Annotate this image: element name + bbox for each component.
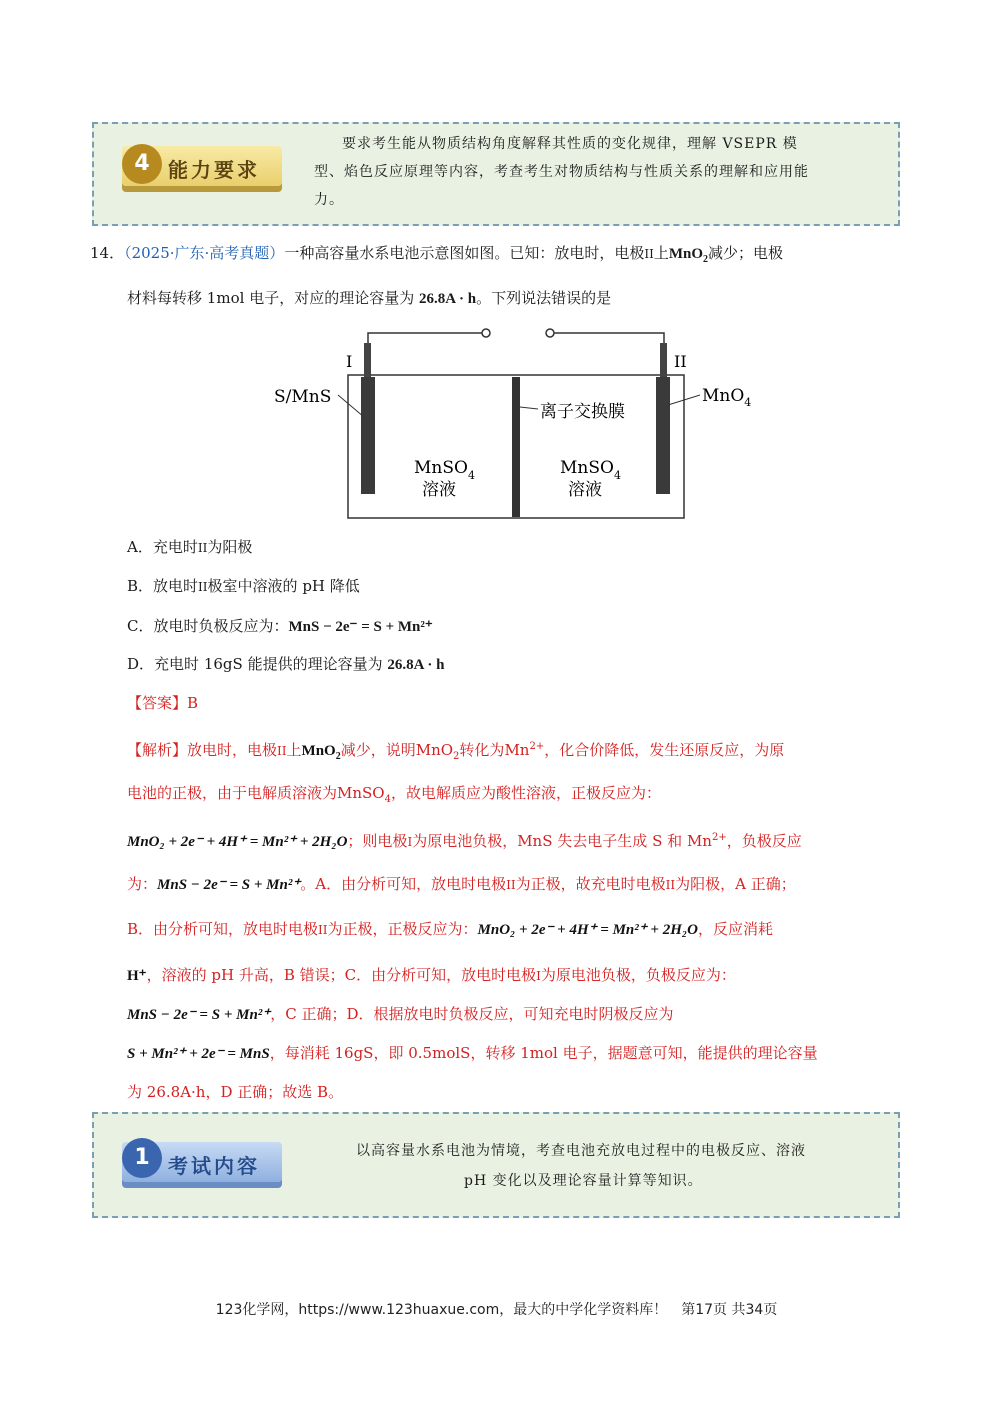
label-mno2: [702, 386, 751, 409]
answer-value: B: [187, 694, 199, 712]
opt-text: 极室中溶液的: [207, 577, 298, 595]
leader-left: [338, 395, 364, 417]
an-text: 电池的正极，由于电解质溶液为: [127, 784, 338, 802]
opt-text: D．充电时: [127, 655, 200, 673]
label-right-solution-2: 溶液: [568, 480, 602, 500]
analysis-tag: 【解析】: [127, 741, 188, 759]
label-mno2-main: MnO: [702, 386, 745, 406]
question-line-1: [90, 242, 783, 271]
an-equation: MnS − 2e⁻ = S + Mn²⁺: [127, 1007, 271, 1023]
an-text: 为：: [127, 875, 158, 893]
option-c: [127, 615, 433, 638]
an-equation: MnS − 2e⁻ = S + Mn²⁺: [157, 877, 301, 893]
an-roman: I: [407, 835, 413, 849]
an-roman: II: [318, 923, 328, 937]
opt-text: B．放电时: [127, 577, 199, 595]
left-sol-sub: 4: [467, 469, 475, 482]
analysis-line-6: [127, 964, 736, 987]
an-text: Mn: [686, 832, 712, 850]
an-text: ，故电解质应为酸性溶液，正极反应为：: [390, 784, 661, 802]
an-text: 为原电池负极，负极反应为：: [540, 966, 736, 984]
option-b: [127, 575, 360, 598]
opt-roman: II: [197, 541, 208, 555]
opt-text: 能提供的理论容量为: [247, 655, 383, 673]
an-text: B．由分析可知，放电时电极: [127, 920, 319, 938]
an-ion: H⁺: [127, 968, 147, 984]
electrode-rod-left: [364, 343, 371, 377]
an-equation: MnO₂ + 2e⁻ + 4H⁺ = Mn²⁺ + 2H₂O: [477, 922, 698, 938]
ion-exchange-membrane: [512, 377, 520, 517]
ability-line-2: 型、焰色反应原理等内容，考查考生对物质结构与性质关系的理解和应用能: [314, 164, 809, 180]
analysis-line-5: [127, 918, 773, 941]
an-text: 1mol: [520, 1044, 558, 1062]
ability-text: [314, 130, 894, 214]
an-equation: S + Mn²⁺ + 2e⁻ = MnS: [127, 1046, 270, 1062]
opt-text: C．放电时负极反应为：: [127, 617, 289, 635]
right-sol-main: MnSO: [560, 458, 614, 478]
ability-line-3: 力。: [314, 192, 344, 208]
content-label: 考试内容: [168, 1154, 260, 1178]
content-box: [92, 1112, 900, 1218]
an-text: 电子，据题意可知，能提供的理论容量: [562, 1044, 818, 1062]
an-text: 。: [328, 1083, 344, 1101]
option-a: [127, 536, 252, 559]
q-roman: II: [644, 247, 654, 261]
an-text: 。A．由分析可知，放电时电极: [300, 875, 507, 893]
label-left-solution-2: 溶液: [422, 480, 456, 500]
question-number: 14．: [90, 244, 125, 262]
an-text: ，化合价降低，发生还原反应，为原: [544, 741, 785, 759]
question-line-2: [127, 287, 611, 310]
opt-text: 为阳极: [207, 538, 253, 556]
leader-membrane: [520, 407, 538, 409]
label-s-mns: S/MnS: [274, 387, 332, 407]
an-text: ；则电极: [347, 832, 408, 850]
opt-cap: 26.8A · h: [387, 657, 445, 673]
electrode-right: [656, 377, 670, 494]
an-text: ，溶液的: [146, 966, 207, 984]
an-text: ，C 正确；D．根据放电时负极反应，可知充电时阴极反应为: [270, 1005, 674, 1023]
an-text: ，D 正确；故选: [205, 1083, 313, 1101]
content-badge: 1: [122, 1138, 162, 1178]
answer: [127, 692, 198, 714]
q-text: 电子，对应的理论容量为: [249, 289, 415, 307]
label-right-solution: [560, 458, 621, 482]
ability-badge: 4: [122, 144, 162, 184]
question-source: （2025·广东·高考真题）: [124, 244, 285, 262]
an-text: 0.5molS: [408, 1044, 471, 1062]
analysis-line-1: 【解析】放电时，电极II上MnO$_2$减少，说明MnO$_2$转化为$Mn^{2+}$，化合价降低，发生还原反应，为原: [127, 741, 785, 762]
ability-line-1: 要求考生能从物质结构角度解释其性质的变化规律，理解 VSEPR 模: [342, 136, 798, 152]
electrode-rod-right: [660, 343, 667, 377]
analysis-line-8: [127, 1042, 818, 1065]
label-I: I: [346, 352, 353, 371]
ability-box: [92, 122, 900, 226]
an-text: 16gS: [334, 1044, 374, 1062]
page-footer: 123化学网，https://www.123huaxue.com，最大的中学化学资料库！ 第17页 共34页: [215, 1302, 778, 1318]
an-text: 为原电池负极，: [412, 832, 518, 850]
q-mol: 1mol: [206, 289, 245, 307]
analysis-line-4: [127, 873, 796, 896]
terminal-left: [482, 329, 490, 337]
an-text: ，每消耗: [269, 1044, 330, 1062]
terminal-right: [546, 329, 554, 337]
an-text: ，转移: [470, 1044, 516, 1062]
an-text: A: [735, 875, 746, 893]
an-text: B: [317, 1083, 329, 1101]
label-II: II: [674, 352, 687, 371]
label-mno2-sub: 4: [744, 396, 752, 409]
an-text: Mn: [504, 741, 530, 759]
analysis-line-3: MnO₂ + 2e⁻ + 4H⁺ = Mn²⁺ + 2H₂O；则电极I为原电池负极，MnS 失去电子生成 S 和 $Mn^{2+}$，负极反应: [127, 832, 802, 850]
an-text: 26.8A·h: [146, 1083, 206, 1101]
wire-left: [368, 333, 482, 355]
an-text: 正确；: [750, 875, 796, 893]
label-membrane: 离子交换膜: [540, 402, 625, 422]
q-text: 一种高容量水系电池示意图如图。已知：放电时，电极: [284, 244, 645, 262]
an-text: 减少，说明: [340, 741, 416, 759]
analysis-line-9: [127, 1081, 343, 1103]
an-text: MnS: [517, 832, 553, 850]
content-line-1: 以高容量水系电池为情境，考查电池充放电过程中的电极反应、溶液: [356, 1143, 806, 1159]
an-equation: MnO₂ + 2e⁻ + 4H⁺ = Mn²⁺ + 2H₂O: [127, 834, 348, 850]
an-text: 放电时，电极: [187, 741, 278, 759]
content-text: [356, 1136, 896, 1196]
opt-mass: 16gS: [203, 655, 243, 673]
opt-text: A．充电时: [127, 538, 198, 556]
opt-equation: MnS − 2e⁻ = S + Mn²⁺: [288, 619, 433, 635]
q-cap: 26.8A · h: [418, 291, 477, 307]
analysis-line-2: 电池的正极，由于电解质溶液为MnSO$_4$，故电解质应为酸性溶液，正极反应为：: [127, 784, 661, 805]
q-text: 上: [653, 244, 669, 262]
an-text: 为正极，正极反应为：: [327, 920, 478, 938]
an-roman: II: [665, 878, 676, 892]
opt-roman: II: [198, 580, 208, 594]
an-text: 失去电子生成: [557, 832, 648, 850]
q-text: 材料每转移: [127, 289, 203, 307]
electrode-left: [361, 377, 375, 494]
an-text: ，反应消耗: [697, 920, 773, 938]
an-roman: II: [277, 744, 287, 758]
option-d: [127, 653, 444, 676]
q-sub: 2: [703, 254, 708, 265]
content-line-2: pH 变化以及理论容量计算等知识。: [464, 1173, 703, 1189]
opt-text: 降低: [329, 577, 360, 595]
q-text: 减少；电极: [708, 244, 784, 262]
opt-ph: pH: [302, 577, 325, 595]
an-text: 转化为: [459, 741, 505, 759]
an-text: 为阳极，: [675, 875, 736, 893]
battery-diagram: [270, 325, 760, 525]
q-formula: MnO: [668, 246, 703, 262]
an-text: ，负极反应: [726, 832, 802, 850]
an-text: 上: [286, 741, 302, 759]
an-text: MnO: [415, 741, 454, 759]
an-text: 和: [667, 832, 683, 850]
q-text: 。下列说法错误的是: [476, 289, 612, 307]
an-roman: I: [536, 969, 541, 983]
an-text: 为正极，故充电时电极: [515, 875, 666, 893]
an-text: MnSO: [337, 784, 385, 802]
an-text: 为: [127, 1083, 143, 1101]
wire-right: [554, 333, 664, 355]
label-left-solution: [414, 458, 475, 482]
ability-label: 能力要求: [168, 158, 260, 182]
an-text: pH: [211, 966, 235, 984]
an-text: 升高，B 错误；C．由分析可知，放电时电极: [238, 966, 537, 984]
right-sol-sub: 4: [613, 469, 621, 482]
left-sol-main: MnSO: [414, 458, 468, 478]
analysis-line-7: [127, 1003, 674, 1026]
an-roman: II: [506, 878, 516, 892]
an-text: ，即: [373, 1044, 404, 1062]
an-text: S: [652, 832, 663, 850]
answer-tag: 【答案】: [127, 694, 188, 712]
